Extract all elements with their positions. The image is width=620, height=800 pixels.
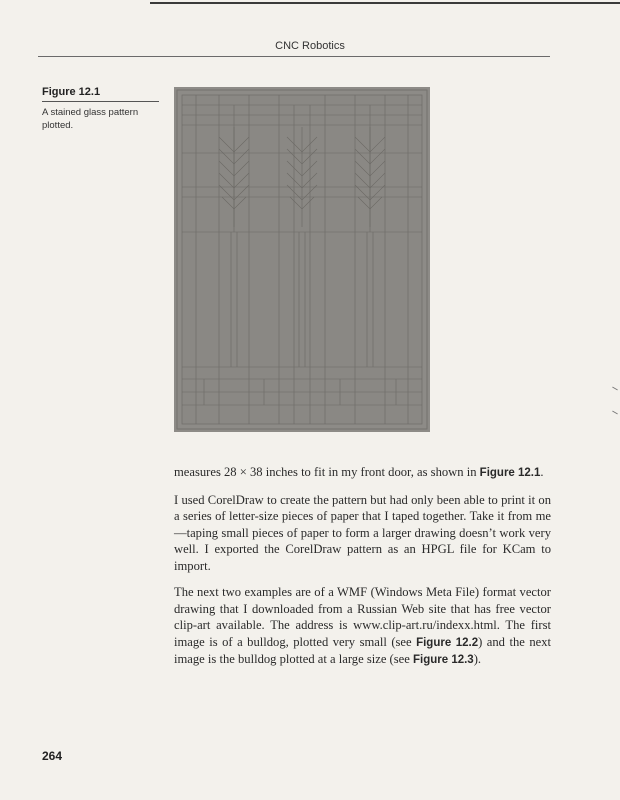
paragraph-1-text-b: . <box>540 465 544 479</box>
figure-ref-12-2: Figure 12.2 <box>416 636 479 649</box>
stained-glass-pattern-photo <box>174 87 430 432</box>
figure-label: Figure 12.1 <box>42 86 101 98</box>
edge-mark <box>612 411 618 415</box>
figure-caption: A stained glass pattern plotted. <box>42 107 139 131</box>
body-text <box>174 464 551 679</box>
paragraph-1-text-a: measures 28 × 38 inches to fit in my front door, as shown in <box>174 465 480 479</box>
figure-label-rule <box>42 101 159 102</box>
paragraph-1 <box>174 464 551 482</box>
paragraph-2: I used CorelDraw to create the pattern but had only been able to print it on a series of letter-size pieces of paper that I taped together. Take it from me—taping small pieces of paper to form a larger drawing doesn’t work very well. I exported the CorelDraw pattern as an HPGL file for KCam to import. <box>174 492 551 573</box>
edge-mark <box>612 387 618 391</box>
paragraph-3-text-a: The next two examples are of a WMF (Windows Meta File) format vector drawing that I downloaded from a Russian Web site that has free vector clip-art available. The address is www.clip-art.ru/indexx.html. The first image is of a bulldog, plotted very small (see <box>174 585 551 649</box>
paragraph-3-text-b: ) and the next image is the bulldog plotted at a large size (see <box>174 634 551 666</box>
paragraph-3 <box>174 584 551 669</box>
page-number: 264 <box>42 749 63 763</box>
top-border-line <box>150 2 620 4</box>
figure-ref-12-3: Figure 12.3 <box>412 654 474 666</box>
paragraph-3-text-c: ). <box>473 652 482 666</box>
header-rule <box>38 56 550 57</box>
figure-ref-12-1: Figure 12.1 <box>479 467 541 479</box>
running-header: CNC Robotics <box>275 40 345 52</box>
